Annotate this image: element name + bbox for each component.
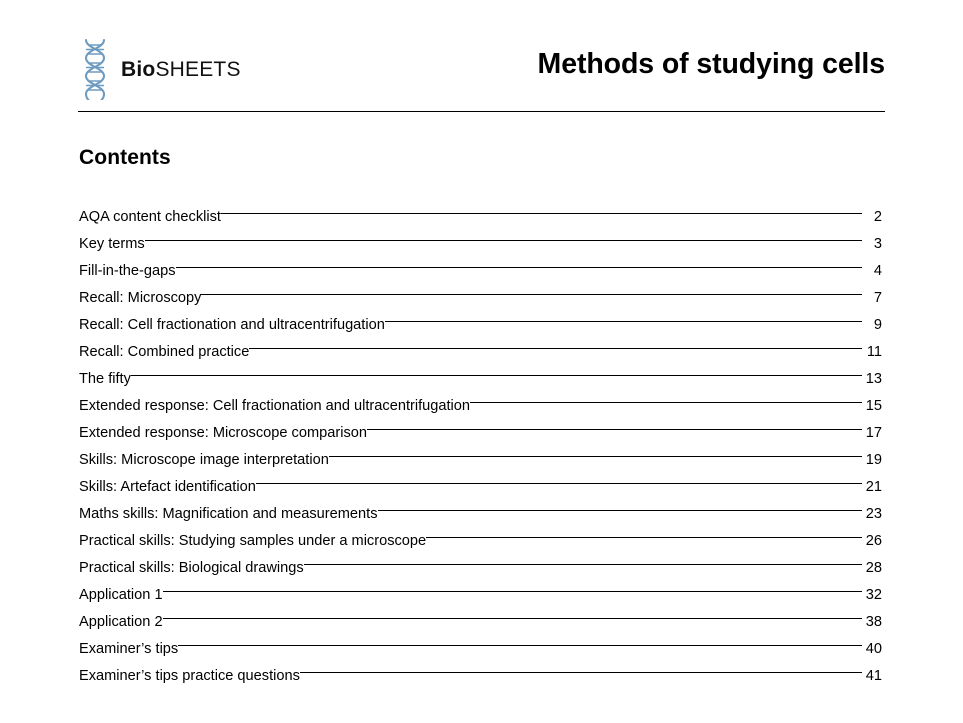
toc-entry-label: Recall: Cell fractionation and ultracentrifugation bbox=[79, 317, 385, 333]
toc-leader-line bbox=[249, 329, 862, 356]
toc-entry-page-number: 2 bbox=[873, 209, 882, 225]
toc-entry-page-number: 7 bbox=[873, 290, 882, 306]
dna-helix-icon bbox=[78, 38, 112, 100]
toc-entry-page-number: 38 bbox=[865, 614, 882, 630]
contents-heading: Contents bbox=[79, 146, 171, 169]
toc-leader-line bbox=[300, 653, 862, 680]
toc-entry-label: Examiner’s tips bbox=[79, 641, 179, 657]
toc-entry-page-number: 41 bbox=[865, 668, 882, 684]
toc-entry-page-number: 32 bbox=[865, 587, 882, 603]
brand-wordmark-regular: SHEETS bbox=[155, 57, 241, 81]
toc-entry-label: The fifty bbox=[79, 371, 131, 387]
toc-leader-line bbox=[145, 221, 862, 248]
toc-entry-page-number: 4 bbox=[873, 263, 882, 279]
toc-entry-label: Practical skills: Biological drawings bbox=[79, 560, 304, 576]
toc-entry-label: AQA content checklist bbox=[79, 209, 221, 225]
toc-entry-label: Recall: Combined practice bbox=[79, 344, 250, 360]
toc-leader-line bbox=[201, 275, 862, 302]
table-of-contents bbox=[79, 194, 882, 684]
toc-leader-line bbox=[163, 572, 862, 599]
toc-entry-page-number: 9 bbox=[873, 317, 882, 333]
toc-entry[interactable] bbox=[79, 626, 882, 657]
toc-entry-label: Fill-in-the-gaps bbox=[79, 263, 176, 279]
toc-entry-label: Examiner’s tips practice questions bbox=[79, 668, 300, 684]
toc-leader-line bbox=[329, 437, 862, 464]
brand-logo bbox=[78, 38, 241, 100]
brand-wordmark-bold: Bio bbox=[121, 57, 156, 81]
toc-entry-page-number: 21 bbox=[865, 479, 882, 495]
toc-leader-line bbox=[178, 626, 862, 653]
toc-leader-line bbox=[470, 383, 862, 410]
header-divider bbox=[78, 111, 885, 112]
toc-entry-page-number: 11 bbox=[866, 344, 882, 360]
toc-entry-label: Practical skills: Studying samples under a microscope bbox=[79, 533, 427, 549]
toc-entry-page-number: 3 bbox=[873, 236, 882, 252]
toc-entry[interactable] bbox=[79, 383, 882, 414]
toc-entry[interactable] bbox=[79, 653, 882, 684]
toc-entry-label: Key terms bbox=[79, 236, 145, 252]
toc-entry-label: Application 1 bbox=[79, 587, 163, 603]
toc-leader-line bbox=[367, 410, 862, 437]
toc-entry[interactable] bbox=[79, 275, 882, 306]
toc-entry-page-number: 15 bbox=[865, 398, 882, 414]
toc-entry-page-number: 19 bbox=[865, 452, 882, 468]
toc-leader-line bbox=[176, 248, 862, 275]
toc-leader-line bbox=[221, 194, 862, 221]
page-title: Methods of studying cells bbox=[537, 48, 885, 80]
toc-entry-page-number: 28 bbox=[865, 560, 882, 576]
toc-entry-label: Extended response: Cell fractionation and ultracentrifugation bbox=[79, 398, 471, 414]
toc-leader-line bbox=[426, 518, 862, 545]
toc-leader-line bbox=[163, 599, 862, 626]
toc-leader-line bbox=[304, 545, 862, 572]
toc-entry-page-number: 17 bbox=[865, 425, 882, 441]
toc-entry[interactable] bbox=[79, 599, 882, 630]
toc-entry-page-number: 26 bbox=[865, 533, 882, 549]
toc-entry-label: Application 2 bbox=[79, 614, 163, 630]
toc-leader-line bbox=[131, 356, 862, 383]
toc-leader-line bbox=[378, 491, 863, 518]
toc-entry[interactable] bbox=[79, 221, 882, 252]
toc-entry-label: Maths skills: Magnification and measurements bbox=[79, 506, 378, 522]
toc-entry[interactable] bbox=[79, 572, 882, 603]
brand-wordmark bbox=[121, 59, 241, 80]
toc-entry-label: Recall: Microscopy bbox=[79, 290, 202, 306]
toc-entry[interactable] bbox=[79, 194, 882, 225]
toc-entry-label: Skills: Microscope image interpretation bbox=[79, 452, 329, 468]
toc-entry-page-number: 13 bbox=[865, 371, 882, 387]
toc-entry-page-number: 40 bbox=[865, 641, 882, 657]
toc-entry[interactable] bbox=[79, 356, 882, 387]
toc-entry-page-number: 23 bbox=[865, 506, 882, 522]
toc-entry-label: Skills: Artefact identification bbox=[79, 479, 256, 495]
document-header bbox=[78, 36, 885, 108]
toc-entry-label: Extended response: Microscope comparison bbox=[79, 425, 367, 441]
toc-leader-line bbox=[385, 302, 862, 329]
toc-entry[interactable] bbox=[79, 248, 882, 279]
toc-leader-line bbox=[256, 464, 862, 491]
